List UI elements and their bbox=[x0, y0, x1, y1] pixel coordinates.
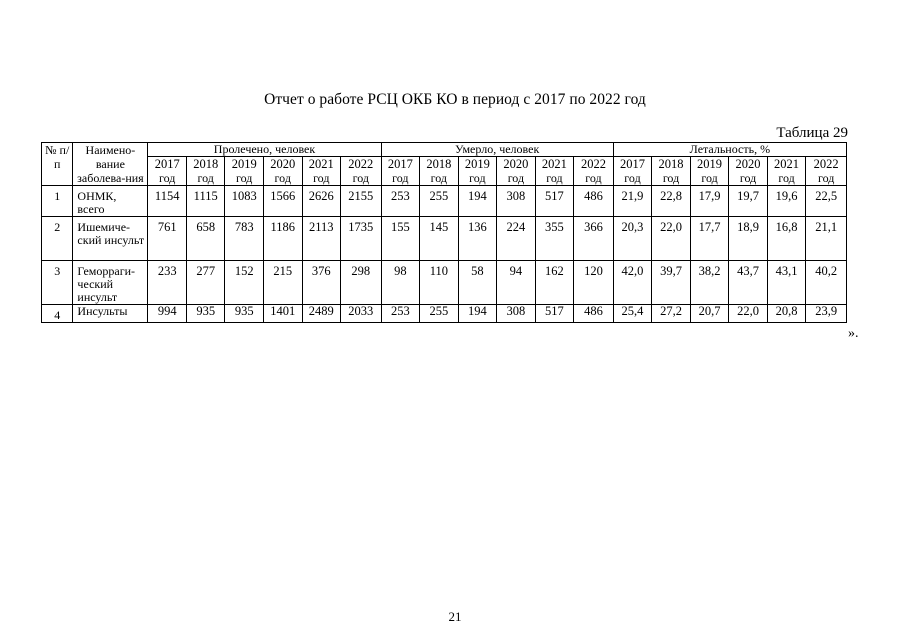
died-value-cell: 255 bbox=[420, 305, 459, 323]
mortality-value-cell: 21,1 bbox=[806, 217, 847, 261]
year-label: 2019 bbox=[464, 157, 490, 171]
year-unit-label: год bbox=[274, 171, 291, 185]
treated-value-cell: 376 bbox=[302, 261, 341, 305]
treated-value-cell: 152 bbox=[225, 261, 264, 305]
header-name: Наимено-вание заболева-ния bbox=[73, 143, 148, 186]
mortality-value-cell: 42,0 bbox=[613, 261, 652, 305]
mortality-value-cell: 19,7 bbox=[729, 186, 768, 217]
mortality-value-cell: 17,7 bbox=[690, 217, 729, 261]
died-value-cell: 194 bbox=[458, 305, 497, 323]
year-unit-label: год bbox=[159, 171, 176, 185]
year-label: 2017 bbox=[154, 157, 180, 171]
died-value-cell: 355 bbox=[535, 217, 574, 261]
year-unit-label: год bbox=[778, 171, 795, 185]
year-label: 2021 bbox=[541, 157, 567, 171]
died-value-cell: 224 bbox=[497, 217, 536, 261]
mortality-value-cell: 22,8 bbox=[652, 186, 691, 217]
table-body bbox=[42, 186, 847, 323]
year-label: 2019 bbox=[697, 157, 723, 171]
year-label: 2018 bbox=[426, 157, 452, 171]
document-title: Отчет о работе РСЦ ОКБ КО в период с 2017 по 2022 год bbox=[264, 91, 646, 108]
year-label: 2019 bbox=[231, 157, 257, 171]
year-unit-label: год bbox=[352, 171, 369, 185]
died-value-cell: 517 bbox=[535, 186, 574, 217]
mortality-value-cell: 20,3 bbox=[613, 217, 652, 261]
mortality-value-cell: 23,9 bbox=[806, 305, 847, 323]
treated-value-cell: 277 bbox=[186, 261, 225, 305]
year-label: 2018 bbox=[658, 157, 684, 171]
header-row-years bbox=[42, 157, 847, 186]
mortality-value-cell: 39,7 bbox=[652, 261, 691, 305]
year-label: 2020 bbox=[270, 157, 296, 171]
mortality-value-cell: 17,9 bbox=[690, 186, 729, 217]
header-year-died-2021 bbox=[535, 157, 574, 186]
year-label: 2020 bbox=[503, 157, 529, 171]
year-unit-label: год bbox=[817, 171, 835, 185]
year-unit-label: год bbox=[236, 171, 253, 185]
mortality-value-cell: 20,7 bbox=[690, 305, 729, 323]
table-number: Таблица 29 bbox=[776, 125, 848, 141]
treated-value-cell: 2155 bbox=[341, 186, 382, 217]
row-number-cell: 2 bbox=[42, 217, 73, 261]
mortality-value-cell: 19,6 bbox=[767, 186, 806, 217]
year-unit-label: год bbox=[662, 171, 680, 185]
treated-value-cell: 2489 bbox=[302, 305, 341, 323]
died-value-cell: 98 bbox=[381, 261, 420, 305]
header-year-treated-2020 bbox=[263, 157, 302, 186]
treated-value-cell: 783 bbox=[225, 217, 264, 261]
treated-value-cell: 233 bbox=[148, 261, 187, 305]
year-unit-label: год bbox=[739, 171, 757, 185]
treated-value-cell: 1566 bbox=[263, 186, 302, 217]
header-year-mortality-2019 bbox=[690, 157, 729, 186]
year-unit-label: год bbox=[585, 171, 602, 185]
header-year-treated-2021 bbox=[302, 157, 341, 186]
header-year-mortality-2022 bbox=[806, 157, 847, 186]
header-year-treated-2018 bbox=[186, 157, 225, 186]
mortality-value-cell: 38,2 bbox=[690, 261, 729, 305]
died-value-cell: 136 bbox=[458, 217, 497, 261]
year-unit-label: год bbox=[469, 171, 486, 185]
year-label: 2018 bbox=[193, 157, 219, 171]
treated-value-cell: 298 bbox=[341, 261, 382, 305]
died-value-cell: 308 bbox=[497, 186, 536, 217]
died-value-cell: 486 bbox=[574, 305, 614, 323]
header-year-mortality-2021 bbox=[767, 157, 806, 186]
year-label: 2020 bbox=[735, 157, 761, 171]
treated-value-cell: 1115 bbox=[186, 186, 225, 217]
treated-value-cell: 1154 bbox=[148, 186, 187, 217]
treated-value-cell: 215 bbox=[263, 261, 302, 305]
mortality-value-cell: 43,1 bbox=[767, 261, 806, 305]
header-year-mortality-2017 bbox=[613, 157, 652, 186]
header-year-died-2019 bbox=[458, 157, 497, 186]
died-value-cell: 517 bbox=[535, 305, 574, 323]
header-no: № п/п bbox=[42, 143, 73, 186]
header-group-mortality: Летальность, % bbox=[613, 143, 846, 157]
row-number-cell: 3 bbox=[42, 261, 73, 305]
header-year-treated-2017 bbox=[148, 157, 187, 186]
mortality-value-cell: 43,7 bbox=[729, 261, 768, 305]
year-unit-label: год bbox=[507, 171, 525, 185]
year-label: 2022 bbox=[348, 157, 374, 171]
header-group-died: Умерло, человек bbox=[381, 143, 613, 157]
treated-value-cell: 761 bbox=[148, 217, 187, 261]
table-row bbox=[42, 261, 847, 305]
year-label: 2022 bbox=[813, 157, 839, 171]
table-row bbox=[42, 217, 847, 261]
header-year-treated-2019 bbox=[225, 157, 264, 186]
mortality-value-cell: 22,0 bbox=[729, 305, 768, 323]
page-number: 21 bbox=[448, 609, 462, 624]
header-year-mortality-2020 bbox=[729, 157, 768, 186]
died-value-cell: 120 bbox=[574, 261, 614, 305]
row-number-cell: 4 bbox=[42, 305, 73, 323]
closing-quote-mark: ». bbox=[848, 326, 859, 341]
died-value-cell: 155 bbox=[381, 217, 420, 261]
died-value-cell: 94 bbox=[497, 261, 536, 305]
year-unit-label: год bbox=[313, 171, 330, 185]
year-unit-label: год bbox=[546, 171, 563, 185]
mortality-value-cell: 40,2 bbox=[806, 261, 847, 305]
treated-value-cell: 994 bbox=[148, 305, 187, 323]
disease-name-cell: ОНМК, всего bbox=[73, 186, 148, 217]
died-value-cell: 486 bbox=[574, 186, 614, 217]
mortality-value-cell: 16,8 bbox=[767, 217, 806, 261]
header-year-mortality-2018 bbox=[652, 157, 691, 186]
year-unit-label: год bbox=[624, 171, 641, 185]
year-unit-label: год bbox=[392, 171, 409, 185]
table-row bbox=[42, 186, 847, 217]
row-number-cell: 1 bbox=[42, 186, 73, 217]
died-value-cell: 255 bbox=[420, 186, 459, 217]
header-group-treated: Пролечено, человек bbox=[148, 143, 381, 157]
treated-value-cell: 2626 bbox=[302, 186, 341, 217]
died-value-cell: 110 bbox=[420, 261, 459, 305]
header-year-treated-2022 bbox=[341, 157, 382, 186]
year-unit-label: год bbox=[430, 171, 448, 185]
died-value-cell: 162 bbox=[535, 261, 574, 305]
header-year-died-2017 bbox=[381, 157, 420, 186]
year-label: 2021 bbox=[308, 157, 334, 171]
died-value-cell: 366 bbox=[574, 217, 614, 261]
treated-value-cell: 1186 bbox=[263, 217, 302, 261]
year-unit-label: год bbox=[701, 171, 718, 185]
treated-value-cell: 1083 bbox=[225, 186, 264, 217]
treated-value-cell: 2033 bbox=[341, 305, 382, 323]
died-value-cell: 58 bbox=[458, 261, 497, 305]
disease-name-cell: Геморраги-ческий инсульт bbox=[73, 261, 148, 305]
year-label: 2017 bbox=[387, 157, 413, 171]
year-label: 2021 bbox=[774, 157, 800, 171]
report-table bbox=[41, 142, 847, 323]
treated-value-cell: 2113 bbox=[302, 217, 341, 261]
mortality-value-cell: 18,9 bbox=[729, 217, 768, 261]
disease-name-cell: Ишемиче-ский инсульт bbox=[73, 217, 148, 261]
mortality-value-cell: 27,2 bbox=[652, 305, 691, 323]
mortality-value-cell: 22,0 bbox=[652, 217, 691, 261]
year-unit-label: год bbox=[197, 171, 214, 185]
died-value-cell: 194 bbox=[458, 186, 497, 217]
treated-value-cell: 935 bbox=[186, 305, 225, 323]
treated-value-cell: 1735 bbox=[341, 217, 382, 261]
died-value-cell: 253 bbox=[381, 305, 420, 323]
header-year-died-2020 bbox=[497, 157, 536, 186]
treated-value-cell: 935 bbox=[225, 305, 264, 323]
mortality-value-cell: 20,8 bbox=[767, 305, 806, 323]
treated-value-cell: 658 bbox=[186, 217, 225, 261]
header-year-died-2022 bbox=[574, 157, 614, 186]
mortality-value-cell: 25,4 bbox=[613, 305, 652, 323]
treated-value-cell: 1401 bbox=[263, 305, 302, 323]
died-value-cell: 308 bbox=[497, 305, 536, 323]
year-label: 2017 bbox=[619, 157, 645, 171]
table-row bbox=[42, 305, 847, 323]
header-row-groups bbox=[42, 143, 847, 157]
died-value-cell: 253 bbox=[381, 186, 420, 217]
died-value-cell: 145 bbox=[420, 217, 459, 261]
disease-name-cell: Инсульты bbox=[73, 305, 148, 323]
mortality-value-cell: 22,5 bbox=[806, 186, 847, 217]
header-year-died-2018 bbox=[420, 157, 459, 186]
year-label: 2022 bbox=[580, 157, 606, 171]
mortality-value-cell: 21,9 bbox=[613, 186, 652, 217]
